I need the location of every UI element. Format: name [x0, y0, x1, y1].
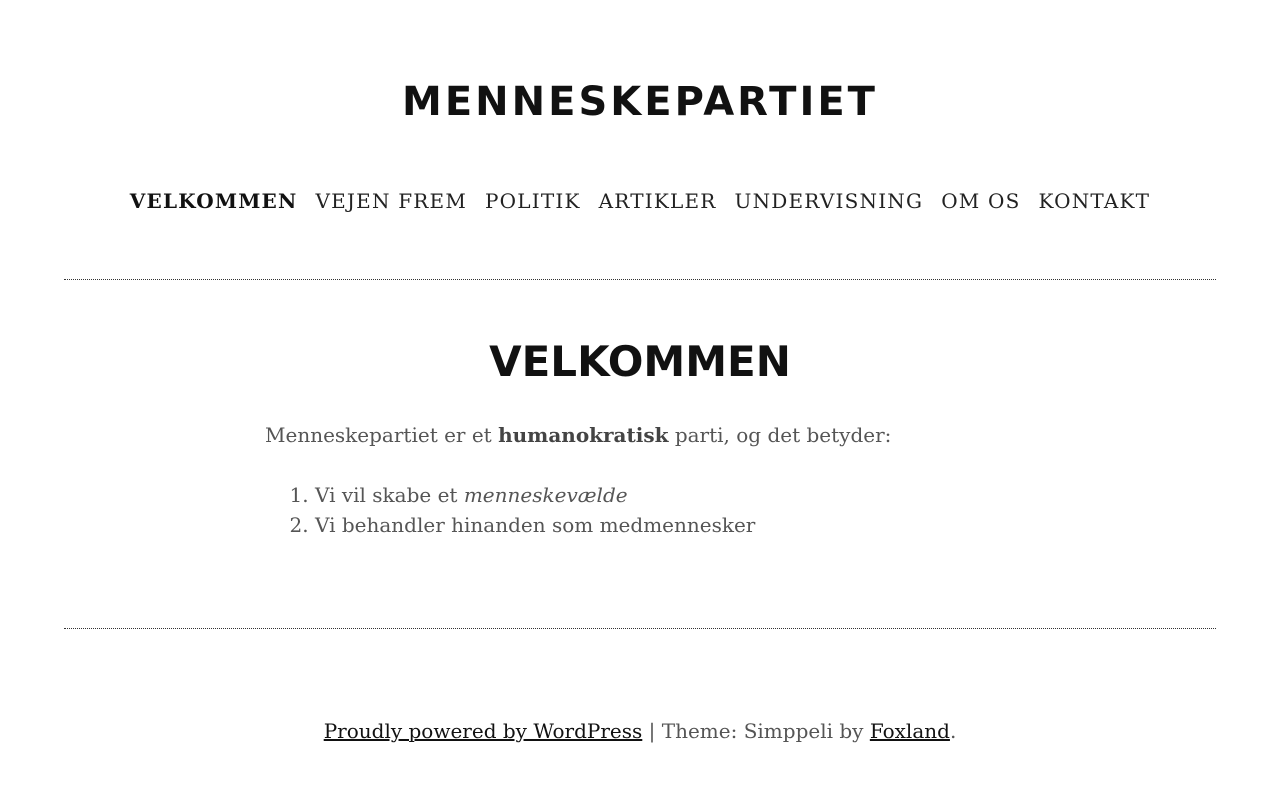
intro-paragraph	[265, 420, 1025, 450]
nav-item-artikler[interactable]: ARTIKLER	[598, 189, 717, 213]
footer-separator: |	[642, 719, 662, 743]
nav-item-undervisning[interactable]: UNDERVISNING	[734, 189, 924, 213]
list-item-text: Vi behandler hinanden som medmennesker	[315, 513, 756, 537]
list-item	[315, 510, 1025, 540]
nav-item-velkommen[interactable]: VELKOMMEN	[129, 189, 298, 213]
intro-text-after: parti, og det betyder:	[668, 423, 892, 447]
list-item	[315, 480, 1025, 510]
list-item-italic: menneskevælde	[463, 483, 628, 507]
nav-item-om-os[interactable]: OM OS	[941, 189, 1021, 213]
list-item-text: Vi vil skabe et	[315, 483, 464, 507]
header-divider	[64, 279, 1216, 280]
nav-item-politik[interactable]: POLITIK	[485, 189, 581, 213]
theme-author-link[interactable]: Foxland	[869, 719, 950, 743]
footer-theme-text: Theme: Simppeli by	[661, 719, 870, 743]
principles-list	[265, 480, 1025, 540]
intro-text-before: Menneskepartiet er et	[265, 423, 499, 447]
entry-content	[265, 420, 1025, 540]
footer-period: .	[949, 719, 957, 743]
footer-divider	[64, 628, 1216, 629]
intro-bold-word: humanokratisk	[498, 423, 669, 447]
main-nav	[0, 186, 1280, 216]
nav-item-vejen-frem[interactable]: VEJEN FREM	[315, 189, 468, 213]
powered-by-wordpress-link[interactable]: Proudly powered by WordPress	[323, 719, 643, 743]
site-footer	[0, 716, 1280, 746]
site-title[interactable]: MENNESKEPARTIET	[402, 79, 878, 125]
page-title: VELKOMMEN	[489, 337, 791, 386]
nav-item-kontakt[interactable]: KONTAKT	[1038, 189, 1151, 213]
